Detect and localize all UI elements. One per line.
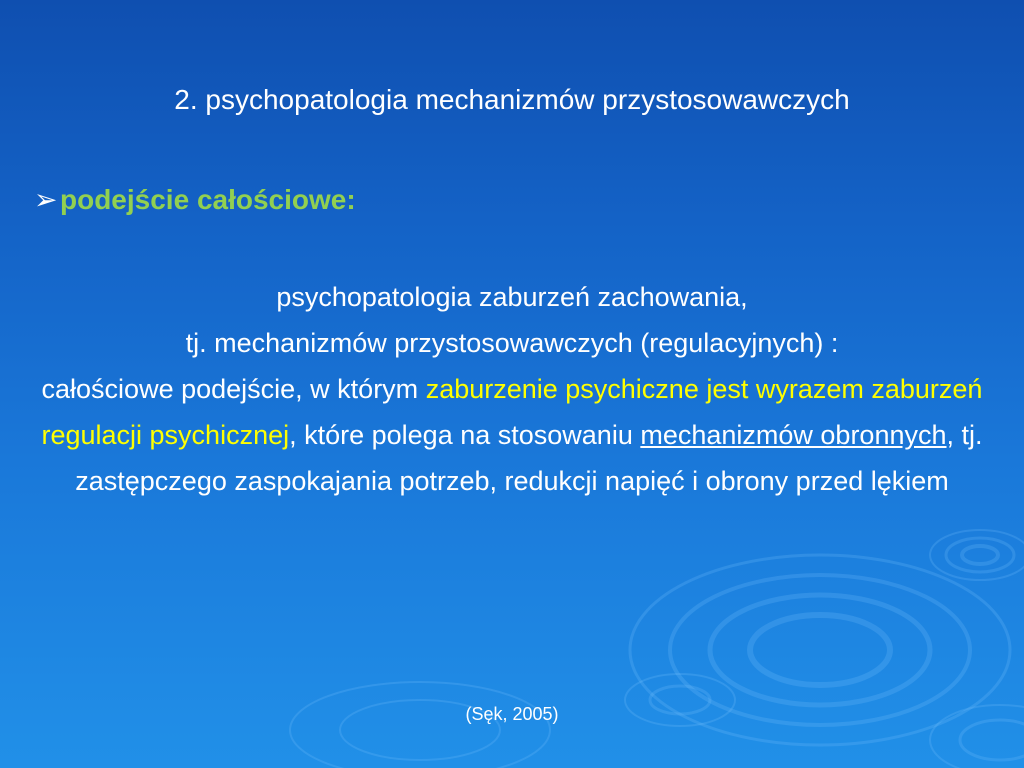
body-text-intro: całościowe podejście, w którym — [41, 374, 426, 404]
citation: (Sęk, 2005) — [465, 704, 559, 724]
bullet-heading — [34, 180, 356, 220]
body-line-2: tj. mechanizmów przystosowawczych (regulacyjnych) : — [185, 328, 839, 358]
body-paragraph — [20, 274, 1004, 504]
arrow-bullet-icon: ➢ — [34, 184, 58, 215]
underlined-phrase: mechanizmów obronnych — [640, 420, 947, 450]
body-text-end: , tj. zastępczego zaspokajania potrzeb, redukcji napięć i obrony przed lękiem — [75, 420, 983, 496]
slide-title: 2. psychopatologia mechanizmów przystosowawczych — [174, 84, 850, 115]
bullet-heading-label: podejście całościowe: — [60, 184, 356, 215]
highlighted-phrase: zaburzenie psychiczne jest wyrazem zaburzeń regulacji psychicznej — [41, 374, 983, 450]
body-text-middle: , które polega na stosowaniu — [289, 420, 641, 450]
body-line-1: psychopatologia zaburzeń zachowania, — [276, 282, 748, 312]
